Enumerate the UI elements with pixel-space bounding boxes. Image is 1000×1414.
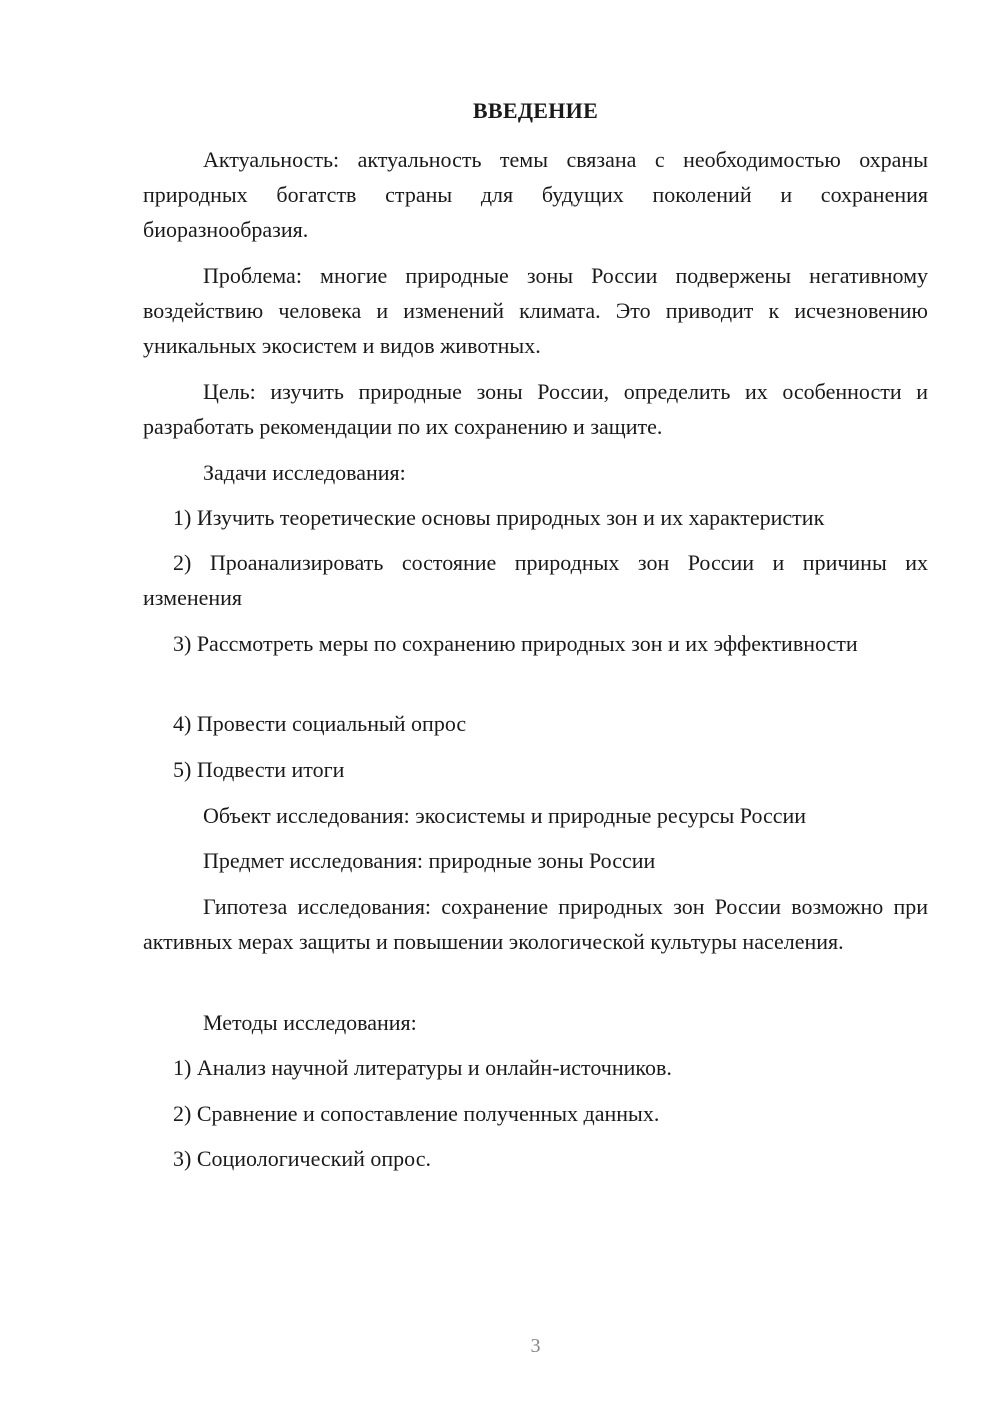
hypothesis-paragraph: Гипотеза исследования: сохранение природных зон России возможно при активных мерах защиты и повышении экологической культуры населения. [143, 894, 928, 954]
subject-paragraph: Предмет исследования: природные зоны России [203, 848, 656, 873]
method-item: 2) Сравнение и сопоставление полученных данных. [173, 1101, 660, 1126]
methods-title: Методы исследования: [203, 1010, 417, 1035]
task-item: 2) Проанализировать состояние природных зон России и причины их изменения [143, 550, 928, 610]
object-paragraph: Объект исследования: экосистемы и природные ресурсы России [203, 803, 807, 828]
task-item: 1) Изучить теоретические основы природных зон и их характеристик [173, 505, 825, 530]
method-item: 1) Анализ научной литературы и онлайн-источников. [173, 1055, 672, 1080]
page-number: 3 [530, 1335, 541, 1357]
method-item: 3) Социологический опрос. [173, 1146, 431, 1171]
tasks-title: Задачи исследования: [203, 460, 406, 485]
task-item: 5) Подвести итоги [173, 757, 345, 782]
problem-paragraph: Проблема: многие природные зоны России подвержены негативному воздействию человека и изменений климата. Это приводит к исчезновению уникальных экосистем и видов животных. [143, 263, 928, 358]
document-page [143, 0, 928, 1414]
relevance-paragraph: Актуальность: актуальность темы связана с необходимостью охраны природных богатств страны для будущих поколений и сохранения биоразнообразия. [143, 147, 928, 242]
goal-paragraph: Цель: изучить природные зоны России, определить их особенности и разработать рекомендации по их сохранению и защите. [143, 379, 928, 439]
section-heading: ВВЕДЕНИЕ [472, 98, 599, 123]
task-item: 4) Провести социальный опрос [173, 711, 467, 736]
task-item: 3) Рассмотреть меры по сохранению природных зон и их эффективности [173, 631, 858, 656]
